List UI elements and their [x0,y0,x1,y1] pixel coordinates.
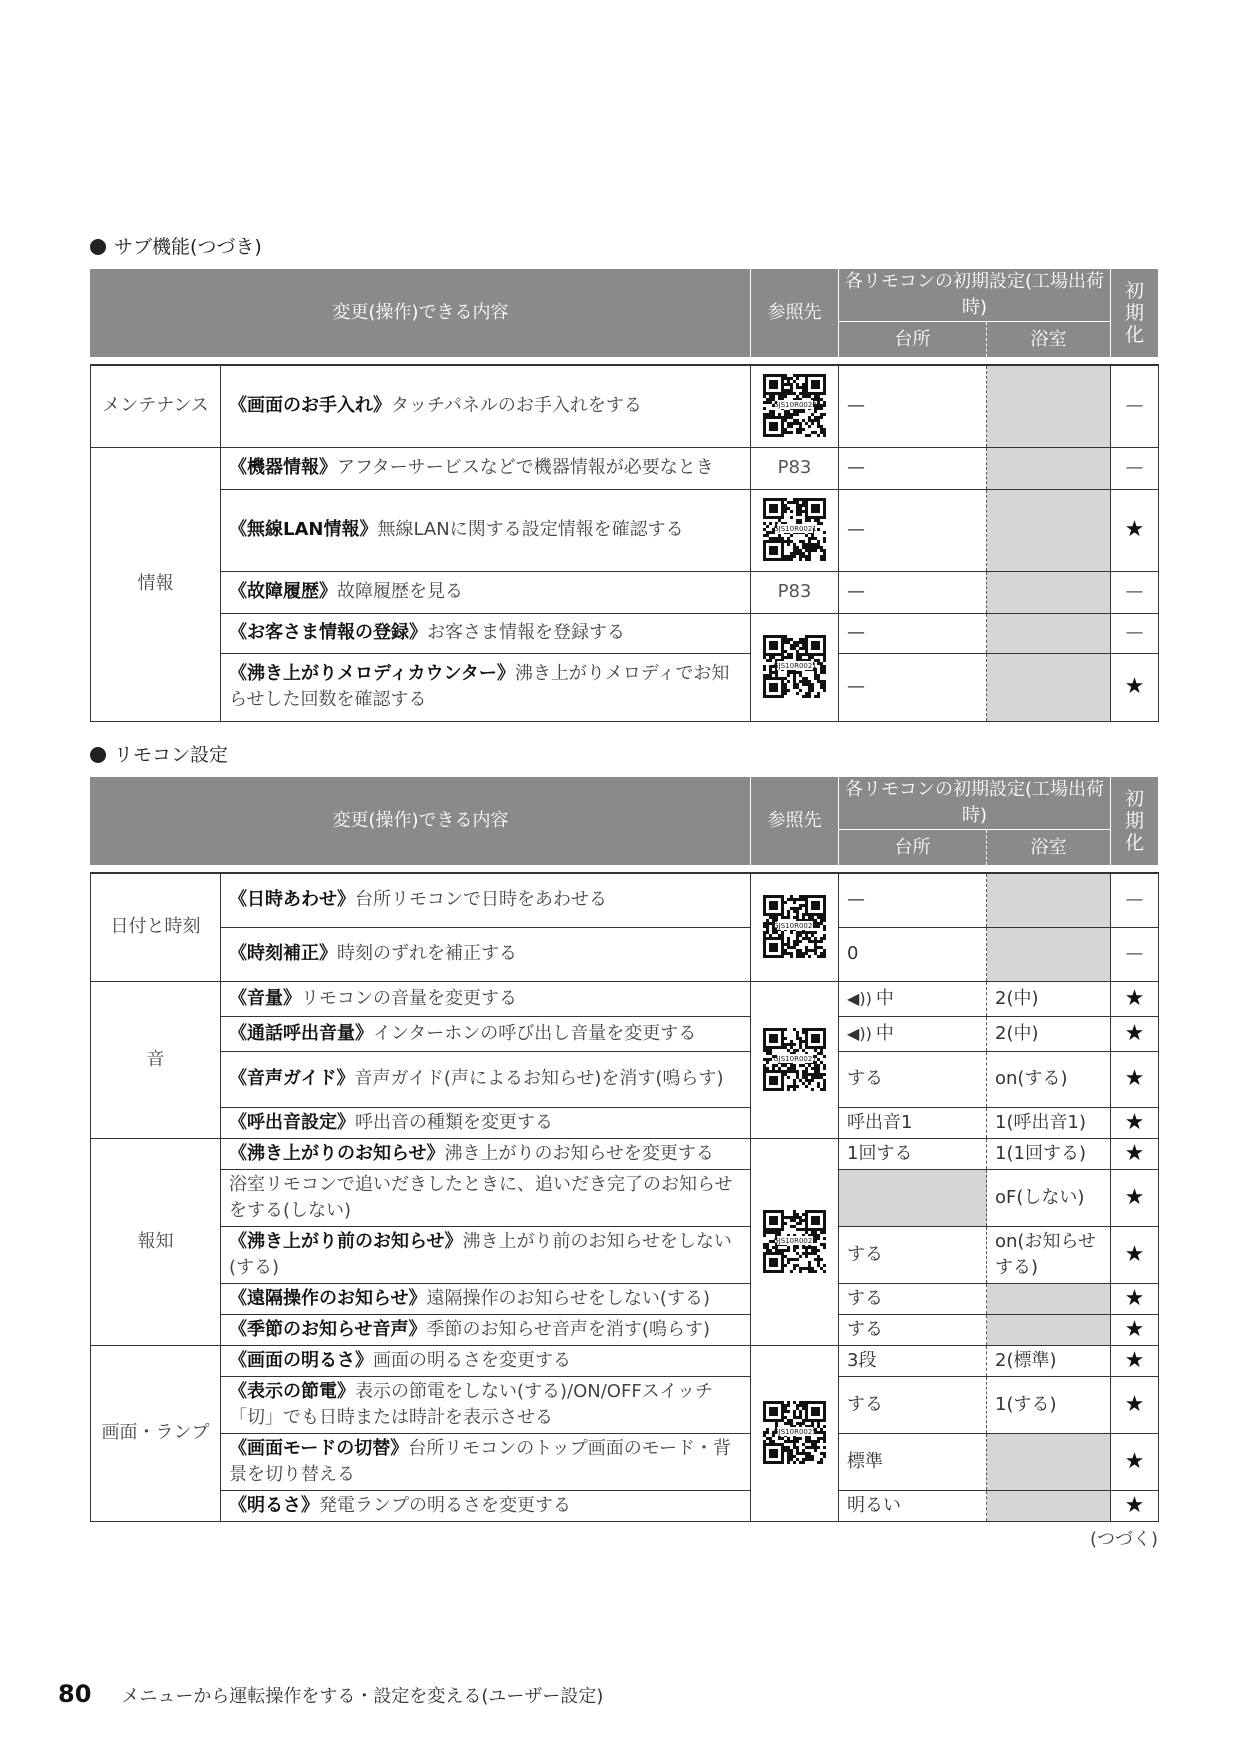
reset-star: ★ [1111,1345,1159,1376]
header-bath: 浴室 [987,322,1111,358]
header-ref: 参照先 [751,777,839,866]
bath-value: on(お知らせする) [987,1226,1111,1283]
table-row [91,613,1159,653]
item-description: 《画面の明るさ》画面の明るさを変更する [221,1345,751,1376]
kitchen-value: する [839,1226,987,1283]
kitchen-value: する [839,1283,987,1314]
kitchen-value: 3段 [839,1345,987,1376]
item-description: 《遠隔操作のお知らせ》遠隔操作のお知らせをしない(する) [221,1283,751,1314]
reference-page: P83 [751,447,839,489]
kitchen-value: 明るい [839,1490,987,1521]
bath-value: 2(中) [987,981,1111,1016]
item-description: 《沸き上がりメロディカウンター》沸き上がりメロディでお知らせした回数を確認する [221,653,751,721]
speaker-volume-icon: ◀)) [847,988,872,1008]
kitchen-value: 0 [839,927,987,981]
table-row [91,1016,1159,1051]
bath-value: 2(標準) [987,1345,1111,1376]
table-row [91,1283,1159,1314]
reset-star: ★ [1111,653,1159,721]
table-row [91,1345,1159,1376]
table-row [91,447,1159,489]
reset-value: — [1111,365,1159,447]
kitchen-value [839,1169,987,1226]
category-date-time: 日付と時刻 [91,873,221,981]
reset-star: ★ [1111,1376,1159,1433]
category-sound: 音 [91,981,221,1138]
qr-code-icon [751,365,839,447]
header-reset: 初 期 化 [1111,269,1159,358]
reset-star: ★ [1111,1051,1159,1107]
svg-text:GJS10R0021: GJS10R0021 [772,525,817,533]
reset-star: ★ [1111,1433,1159,1490]
reset-value: — [1111,447,1159,489]
item-description: 《表示の節電》表示の節電をしない(する)/ON/OFFスイッチ「切」でも日時または時計を表示させる [221,1376,751,1433]
svg-text:GJS10R0027: GJS10R0027 [772,1054,817,1063]
svg-text:GJS10R0026: GJS10R0026 [772,922,817,931]
reset-star: ★ [1111,1283,1159,1314]
item-description: 《機器情報》アフターサービスなどで機器情報が必要なとき [221,447,751,489]
kitchen-value: — [839,365,987,447]
reset-star: ★ [1111,1016,1159,1051]
header-ref: 参照先 [751,269,839,358]
kitchen-value: する [839,1314,987,1345]
qr-code-image [763,635,827,699]
section-title-sub-functions: サブ機能(つづき) [90,232,262,259]
svg-text:GJS10R0024: GJS10R0024 [772,401,817,410]
kitchen-value: — [839,447,987,489]
table-row [91,873,1159,927]
item-description: 《沸き上がりのお知らせ》沸き上がりのお知らせを変更する [221,1138,751,1169]
qr-code-icon [751,981,839,1138]
sub-functions-table [90,268,1159,722]
kitchen-value: する [839,1376,987,1433]
footer-title: メニューから運転操作をする・設定を変える(ユーザー設定) [121,1686,604,1707]
kitchen-value: 標準 [839,1433,987,1490]
table-row [91,1051,1159,1107]
bath-value: oF(しない) [987,1169,1111,1226]
header-kitchen: 台所 [839,322,987,358]
qr-code-icon [751,1345,839,1521]
table-row [91,1490,1159,1521]
bath-value [987,1490,1111,1521]
reset-value: — [1111,571,1159,613]
bath-value [987,1283,1111,1314]
bath-value [987,613,1111,653]
item-description: 《音量》リモコンの音量を変更する [221,981,751,1016]
header-initial: 各リモコンの初期設定(工場出荷時) [839,269,1111,322]
section-title-remote-settings: リモコン設定 [90,740,228,767]
bath-value [987,653,1111,721]
bath-value: 2(中) [987,1016,1111,1051]
bath-value [987,927,1111,981]
svg-text:GJS10R0021: GJS10R0021 [772,662,817,670]
bath-value [987,489,1111,571]
item-description: 《無線LAN情報》無線LANに関する設定情報を確認する [221,489,751,571]
bath-value [987,571,1111,613]
kitchen-value: — [839,489,987,571]
table-row [91,1314,1159,1345]
table-row [91,1433,1159,1490]
item-description: 《時刻補正》時刻のずれを補正する [221,927,751,981]
reset-star: ★ [1111,489,1159,571]
svg-text:GJS10R0025: GJS10R0025 [772,1428,817,1436]
category-maintenance: メンテナンス [91,365,221,447]
reset-star: ★ [1111,1490,1159,1521]
kitchen-value: — [839,653,987,721]
bath-value [987,873,1111,927]
kitchen-value: ◀)) 中 [839,981,987,1016]
svg-text:GJS10R0025: GJS10R0025 [772,1236,817,1245]
speaker-volume-icon: ◀)) [847,1023,872,1043]
category-info: 情報 [91,447,221,721]
bath-value: 1(1回する) [987,1138,1111,1169]
bath-value: 1(呼出音1) [987,1107,1111,1138]
table-row [91,927,1159,981]
item-description: 浴室リモコンで追いだきしたときに、追いだき完了のお知らせをする(しない) [221,1169,751,1226]
qr-code-image [763,374,827,438]
bath-value [987,447,1111,489]
page-number: 80 [58,1680,92,1708]
kitchen-value: する [839,1051,987,1107]
header-bath: 浴室 [987,830,1111,866]
bath-value: on(する) [987,1051,1111,1107]
reset-value: — [1111,613,1159,653]
table-row [91,365,1159,447]
table-row [91,1376,1159,1433]
table-row [91,489,1159,571]
qr-code-image [763,1401,827,1465]
continued-note: (つづく) [1089,1529,1158,1550]
qr-code-icon [751,613,839,721]
item-description: 《音声ガイド》音声ガイド(声によるお知らせ)を消す(鳴らす) [221,1051,751,1107]
kitchen-value: — [839,613,987,653]
item-description: 《呼出音設定》呼出音の種類を変更する [221,1107,751,1138]
category-screen-lamp: 画面・ランプ [91,1345,221,1521]
bath-value [987,365,1111,447]
item-description: 《お客さま情報の登録》お客さま情報を登録する [221,613,751,653]
reset-star: ★ [1111,1138,1159,1169]
item-description: 《故障履歴》故障履歴を見る [221,571,751,613]
header-reset: 初 期 化 [1111,777,1159,866]
table-row [91,1226,1159,1283]
table-row [91,571,1159,613]
qr-code-icon [751,489,839,571]
item-description: 《季節のお知らせ音声》季節のお知らせ音声を消す(鳴らす) [221,1314,751,1345]
reset-value: — [1111,873,1159,927]
remote-settings-table [90,776,1159,1522]
reset-star: ★ [1111,1169,1159,1226]
reset-value: — [1111,927,1159,981]
table-row [91,981,1159,1016]
bath-value [987,1433,1111,1490]
header-content: 変更(操作)できる内容 [91,269,751,358]
item-description: 《画面モードの切替》台所リモコンのトップ画面のモード・背景を切り替える [221,1433,751,1490]
table-row [91,1138,1159,1169]
bath-value [987,1314,1111,1345]
kitchen-value: 呼出音1 [839,1107,987,1138]
qr-code-image [763,1028,827,1092]
item-description: 《日時あわせ》台所リモコンで日時をあわせる [221,873,751,927]
item-description: 《沸き上がり前のお知らせ》沸き上がり前のお知らせをしない(する) [221,1226,751,1283]
kitchen-value: 1回する [839,1138,987,1169]
table-row [91,1107,1159,1138]
item-description: 《通話呼出音量》インターホンの呼び出し音量を変更する [221,1016,751,1051]
qr-code-image [763,895,827,959]
category-notification: 報知 [91,1138,221,1345]
bath-value: 1(する) [987,1376,1111,1433]
qr-code-icon [751,1138,839,1345]
table-row [91,653,1159,721]
bullet-icon [90,747,106,763]
reset-star: ★ [1111,1314,1159,1345]
table-row [91,1169,1159,1226]
qr-code-image [763,1210,827,1274]
item-description: 《画面のお手入れ》タッチパネルのお手入れをする [221,365,751,447]
kitchen-value: — [839,571,987,613]
header-initial: 各リモコンの初期設定(工場出荷時) [839,777,1111,830]
header-content: 変更(操作)できる内容 [91,777,751,866]
reset-star: ★ [1111,1226,1159,1283]
qr-code-image [763,498,827,562]
qr-code-icon [751,873,839,981]
header-kitchen: 台所 [839,830,987,866]
reference-page: P83 [751,571,839,613]
bullet-icon [90,239,106,255]
item-description: 《明るさ》発電ランプの明るさを変更する [221,1490,751,1521]
reset-star: ★ [1111,1107,1159,1138]
reset-star: ★ [1111,981,1159,1016]
kitchen-value: — [839,873,987,927]
kitchen-value: ◀)) 中 [839,1016,987,1051]
page-footer [58,1680,603,1708]
